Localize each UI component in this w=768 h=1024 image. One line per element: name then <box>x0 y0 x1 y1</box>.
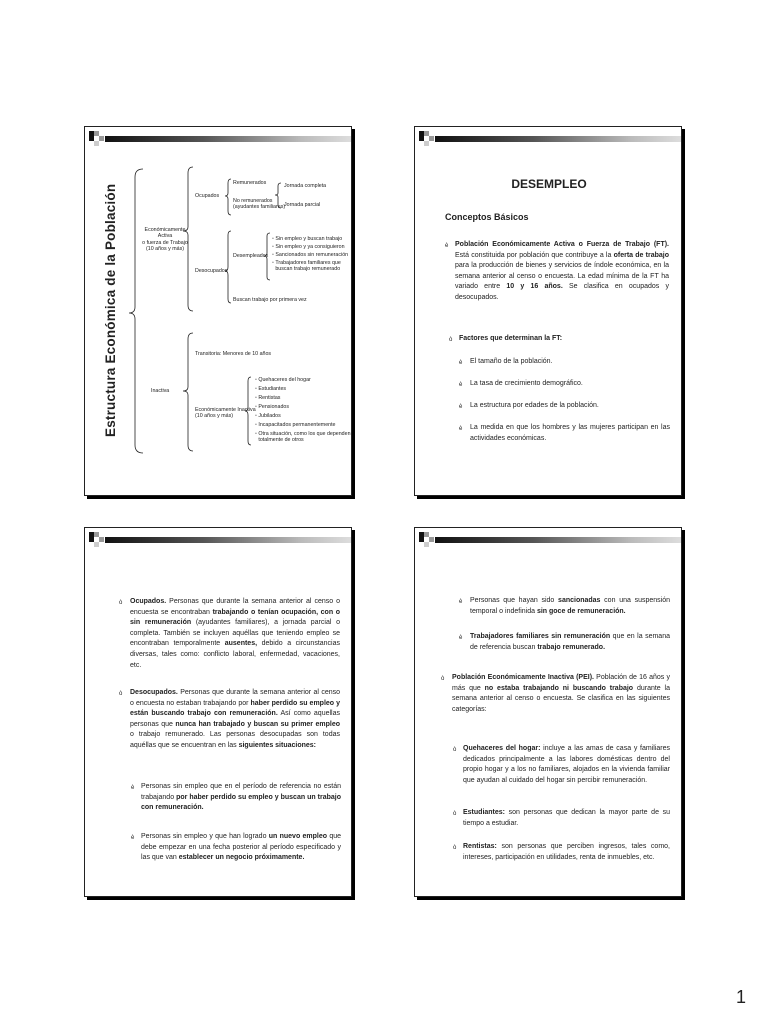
slide-inactiva <box>414 527 682 897</box>
diagram-transitoria: Transitoria: Menores de 10 años <box>195 351 272 357</box>
diagram-inactiva: Inactiva <box>151 388 170 394</box>
diagram-jornada-parcial: Jornada parcial <box>284 202 321 208</box>
diagram-jornada-completa: Jornada completa <box>284 183 327 189</box>
bullet-icon: ò <box>449 337 453 343</box>
desocupados-paragraph: Desocupados. Personas que durante la semana anterior al censo o encuesta no estaban trabajando por haber perdido su empleo y están buscando trabajo con remuneración. Así como aquellas personas que nunca han trabajado y buscan su primer empleo o trabajo remunerado. Las personas desocupadas son todas aquéllas que se encuentran en las siguientes situaciones: <box>130 689 340 749</box>
slide1-title: Estructura Económica de la Población <box>103 183 118 437</box>
pei-paragraph: Población Económicamente Inactiva (PEI). Población de 16 años y más que no estaba trabajando ni buscando trabajo durante la semana anterior al censo o encuesta. Se clasifica en las siguientes categorías: <box>452 674 671 713</box>
factor-item: La estructura por edades de la población. <box>470 402 599 409</box>
bullet-icon: è <box>459 635 463 641</box>
diagram-inactiva-eco: Económicamente Inactiva (10 años y más) <box>195 407 256 420</box>
diagram-desocupados: Desocupados <box>195 268 228 274</box>
diagram-inactiva-item: ▫ Quehaceres del hogar <box>255 377 311 383</box>
sancionados-item: Personas que hayan sido sancionadas con una suspensión temporal o indefinida sin goce de remuneración. <box>470 597 670 615</box>
bullet-icon: ò <box>441 676 445 682</box>
slide-header-decoration <box>85 528 352 550</box>
slide-desempleo <box>414 126 682 496</box>
quehaceres-item: Quehaceres del hogar: incluye a las amas de casa y familiares dedicados principalmente a las labores domésticas dentro del propio hogar y a los no familiares, alojados en la vivienda familiar que ayudan al cuidado del hogar sin percibir remuneración. <box>463 745 670 784</box>
page-number: 1 <box>735 987 746 1007</box>
bullet-icon: è <box>131 835 135 841</box>
factor-item: La medida en que los hombres y las mujeres participan en las actividades económicas. <box>470 424 670 442</box>
slide2-subtitle: Conceptos Básicos <box>445 212 529 222</box>
slide-estructura <box>84 126 352 496</box>
bullet-icon: è <box>131 785 135 791</box>
diagram-activa: Económicamente Activa o fuerza de Trabajo (10 años y más) <box>142 227 188 253</box>
diagram-desempleados-item: ▫ Sin empleo y buscan trabajo <box>272 236 343 242</box>
factor-item: El tamaño de la población. <box>470 358 553 365</box>
bullet-icon: ò <box>453 811 457 817</box>
diagram-ocupados: Ocupados <box>195 193 220 199</box>
diagram-remunerados: Remunerados <box>233 180 267 186</box>
bullet-icon: è <box>459 404 463 410</box>
ocupados-paragraph: Ocupados. Personas que durante la semana anterior al censo o encuesta se encontraban trabajando o tenían ocupación, con o sin remuneración (ayudantes familiares), a jornada parcial o completa. También se incluyen aquéllas que teniendo empleo se encontraban temporalmente ausentes, debido a circunstancias diversas, tales como: conflicto laboral, enfermedad, vacaciones, etc. <box>130 598 341 669</box>
bullet-icon: ò <box>453 845 457 851</box>
bullet-icon: è <box>459 426 463 432</box>
bullet-icon: ò <box>119 600 123 606</box>
slide-header-decoration <box>415 127 682 149</box>
diagram-desempleados-item: ▫ Sin empleo y ya consiguieron <box>272 244 345 250</box>
diagram-buscan-primera-vez: Buscan trabajo por primera vez <box>233 297 307 303</box>
diagram-inactiva-item: ▫ Estudiantes <box>255 386 287 392</box>
bullet-icon: ò <box>119 691 123 697</box>
factor-item: La tasa de crecimiento demográfico. <box>470 380 583 387</box>
diagram-inactiva-item: ▫ Jubilados <box>255 413 281 419</box>
diagram-desempleados-item: ▫ Sancionados sin remuneración <box>272 252 349 258</box>
diagram-inactiva-item: ▫ Pensionados <box>255 404 289 410</box>
bullet-icon: ò <box>453 747 457 753</box>
diagram-no-remunerados: No remunerados (ayudantes familiares) <box>233 198 286 211</box>
pea-paragraph: Población Económicamente Activa o Fuerza de Trabajo (FT). Está constituida por población que contribuye a la oferta de trabajo para la producción de bienes y servicios de índole económica, en la semana anterior al censo o encuesta. La edad mínima de la FT ha variado entre 10 y 16 años. Se clasifica en ocupados y desocupados. <box>455 241 669 301</box>
diagram-inactiva-item: ▫ Rentistas <box>255 395 281 401</box>
slide2-title: DESEMPLEO <box>511 177 587 191</box>
bullet-icon: è <box>445 243 449 249</box>
bullet-icon: è <box>459 360 463 366</box>
trabajadores-familiares-item: Trabajadores familiares sin remuneración que en la semana de referencia buscan trabajo remunerado. <box>470 633 670 651</box>
estudiantes-item: Estudiantes: son personas que dedican la mayor parte de su tiempo a estudiar. <box>463 809 670 827</box>
diagram-desempleados: Desempleados <box>233 253 269 259</box>
factores-heading: Factores que determinan la FT: <box>459 335 563 342</box>
diagram-desempleados-item: ▫ Trabajadores familiares que buscan trabajo remunerado <box>272 260 341 273</box>
rentistas-item: Rentistas: son personas que perciben ingresos, tales como, intereses, participación en utilidades, renta de inmuebles, etc. <box>463 843 670 861</box>
desocupados-sub-item: Personas sin empleo que en el período de referencia no están trabajando por haber perdido su empleo y buscan un trabajo con remuneración. <box>141 783 341 812</box>
slide-ocupados <box>84 527 352 897</box>
bullet-icon: è <box>459 382 463 388</box>
diagram-inactiva-item: ▫ Otra situación, como los que dependen totalmente de otros <box>255 431 351 444</box>
slide-header-decoration <box>415 528 682 550</box>
diagram-inactiva-item: ▫ Incapacitados permanentemente <box>255 422 336 428</box>
desocupados-sub-item: Personas sin empleo y que han logrado un nuevo empleo que debe empezar en una fecha posterior al período especificado y las que van establecer un negocio próximamente. <box>141 833 342 862</box>
bullet-icon: è <box>459 599 463 605</box>
